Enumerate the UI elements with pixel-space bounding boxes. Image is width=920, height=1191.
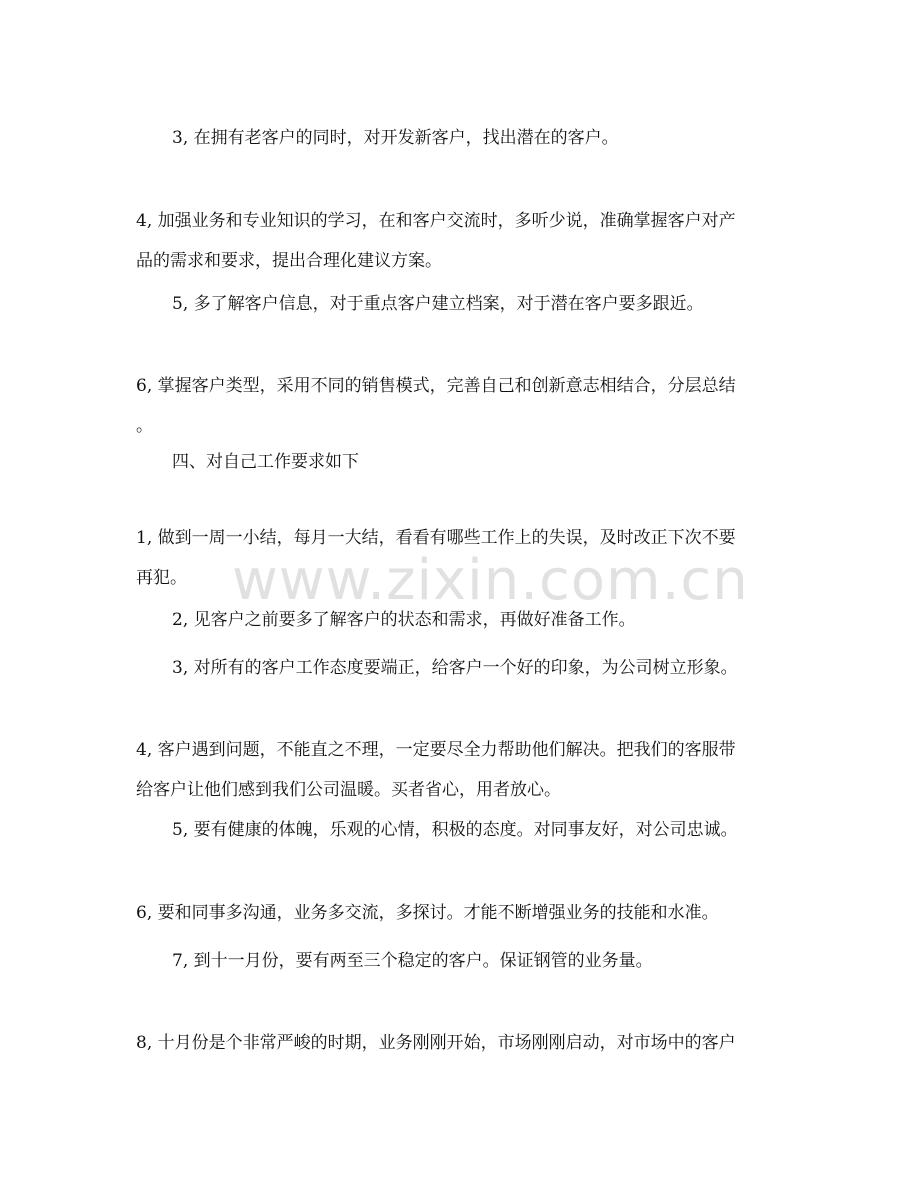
line: 再犯。 (136, 568, 187, 588)
line: 6, 要和同事多沟通，业务多交流，多探讨。才能不断增强业务的技能和水准。 (136, 903, 719, 923)
line: 6, 掌握客户类型，采用不同的销售模式，完善自己和创新意志相结合，分层总结 (136, 376, 736, 396)
paragraph-3a (172, 118, 812, 158)
line: 4, 客户遇到问题，不能直之不理，一定要尽全力帮助他们解决。把我们的客服带 (136, 740, 736, 760)
paragraph-6b (136, 893, 776, 933)
paragraph-2b (172, 600, 812, 640)
line: 3, 在拥有老客户的同时，对开发新客户，找出潜在的客户。 (172, 128, 619, 148)
line: 给客户让他们感到我们公司温暖。买者省心，用者放心。 (136, 780, 561, 800)
paragraph-3b (172, 648, 812, 688)
line: 5, 多了解客户信息，对于重点客户建立档案，对于潜在客户要多跟近。 (172, 294, 704, 314)
paragraph-8b (136, 1023, 776, 1063)
line: 5, 要有健康的体魄，乐观的心情，积极的态度。对同事友好，对公司忠诚。 (172, 820, 738, 840)
watermark: www.zixin.com.cn (232, 548, 749, 613)
section-heading (172, 442, 812, 482)
line: 。 (136, 416, 153, 436)
line: 8, 十月份是个非常严峻的时期，业务刚刚开始，市场刚刚启动，对市场中的客户 (136, 1033, 736, 1053)
line: 四、对自己工作要求如下 (172, 452, 359, 472)
paragraph-5a (172, 284, 812, 324)
line: 7, 到十一月份，要有两至三个稳定的客户。保证钢管的业务量。 (172, 951, 653, 971)
line: 4, 加强业务和专业知识的学习，在和客户交流时，多听少说，准确掌握客户对产 (136, 211, 736, 231)
paragraph-4b (136, 730, 776, 810)
paragraph-4a (136, 201, 776, 281)
line: 3, 对所有的客户工作态度要端正，给客户一个好的印象，为公司树立形象。 (172, 658, 738, 678)
paragraph-5b (172, 810, 812, 850)
paragraph-6a (136, 366, 776, 446)
line: 1, 做到一周一小结，每月一大结，看看有哪些工作上的失误，及时改正下次不要 (136, 528, 736, 548)
paragraph-7b (172, 941, 812, 981)
paragraph-1b (136, 518, 776, 598)
line: 品的需求和要求，提出合理化建议方案。 (136, 251, 442, 271)
line: 2, 见客户之前要多了解客户的状态和需求，再做好准备工作。 (172, 610, 636, 630)
